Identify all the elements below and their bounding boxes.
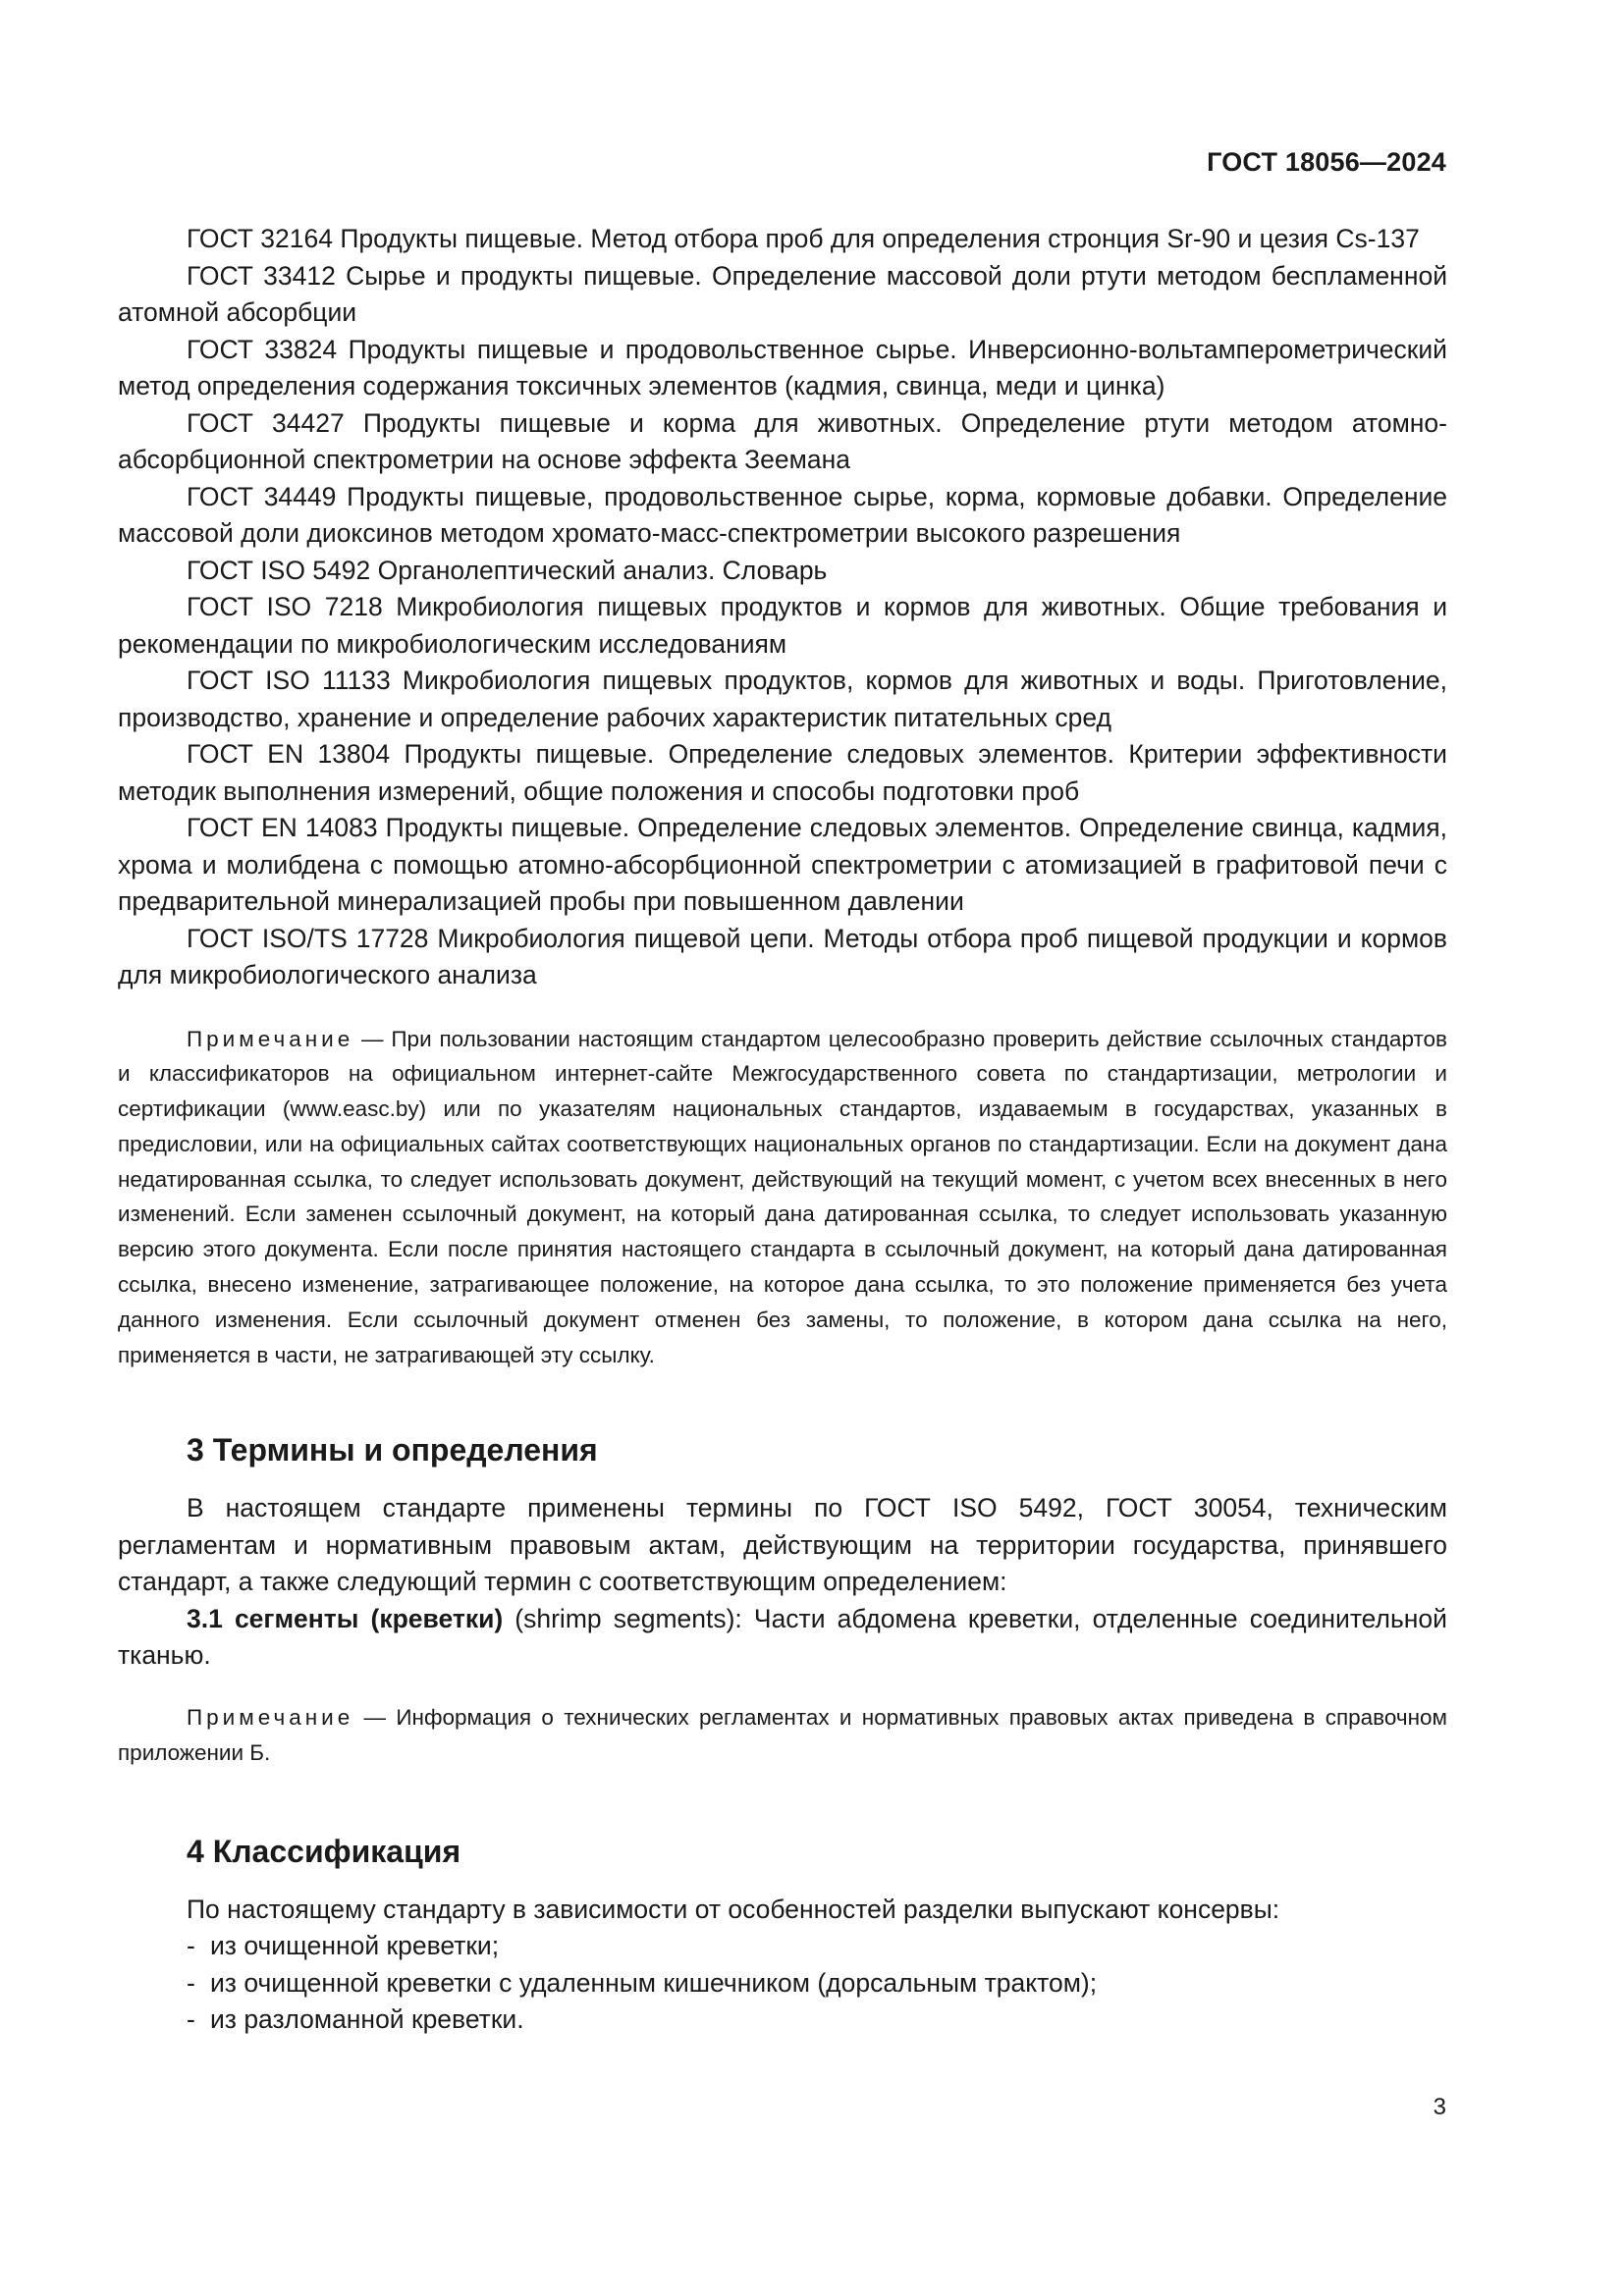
section-3-intro: В настоящем стандарте применены термины по ГОСТ ISO 5492, ГОСТ 30054, техническим регламентам и нормативным правовым актам, действующим на территории государства, принявшего стандарт, а также следующий термин с соответствующим определением: bbox=[118, 1493, 1447, 1597]
section-4-heading: 4 Классификация bbox=[187, 1833, 461, 1869]
list-item bbox=[118, 1965, 1447, 2002]
list-item-text: из очищенной креветки; bbox=[210, 1931, 500, 1961]
term-english: (shrimp segments): bbox=[514, 1603, 742, 1633]
section-4-intro: По настоящему стандарту в зависимости от особенностей разделки выпускают консервы: bbox=[187, 1894, 1280, 1924]
reference-item: ГОСТ EN 14083 Продукты пищевые. Определение следовых элементов. Определение свинца, кадмия, хрома и молибдена с помощью атомно-абсорбционной спектрометрии с атомизацией в графитовой печи с предварительной минерализацией пробы при повышенном давлении bbox=[118, 813, 1447, 916]
page-content bbox=[118, 221, 1447, 2039]
term-definition bbox=[118, 1601, 1447, 1675]
classification-list bbox=[118, 1928, 1447, 2039]
reference-item: ГОСТ ISO/TS 17728 Микробиология пищевой цепи. Методы отбора проб пищевой продукции и кормов для микробиологического анализа bbox=[118, 923, 1447, 989]
list-marker: - bbox=[187, 1967, 195, 1998]
list-item bbox=[118, 2002, 1447, 2039]
reference-item: ГОСТ ISO 11133 Микробиология пищевых продуктов, кормов для животных и воды. Приготовление, производство, хранение и определение рабочих характеристик питательных сред bbox=[118, 666, 1447, 732]
list-marker: - bbox=[187, 2004, 195, 2035]
list-item-text: из разломанной креветки. bbox=[210, 2004, 524, 2035]
note-label: Примечание bbox=[187, 1026, 354, 1051]
reference-item: ГОСТ 33824 Продукты пищевые и продовольственное сырье. Инверсионно-вольтамперометрический метод определения содержания токсичных элементов (кадмия, свинца, меди и цинка) bbox=[118, 334, 1447, 400]
term-number: 3.1 bbox=[187, 1603, 223, 1633]
note-text: — Информация о технических регламентах и нормативных правовых актах приведена в справочном приложении Б. bbox=[118, 1704, 1447, 1765]
reference-item: ГОСТ EN 13804 Продукты пищевые. Определение следовых элементов. Критерии эффективности методик выполнения измерений, общие положения и способы подготовки проб bbox=[118, 739, 1447, 806]
note-text: — При пользовании настоящим стандартом целесообразно проверить действие ссылочных стандартов и классификаторов на официальном интернет-сайте Межгосударственного совета по стандартизации, метрологии и сертификации (www.easc.by) или по указателям национальных стандартов, издаваемым в государствах, указанных в предисловии, или на официальных сайтах соответствующих национальных органов по стандартизации. Если на документ дана недатированная ссылка, то следует использовать документ, действующий на текущий момент, с учетом всех внесенных в него изменений. Если заменен ссылочный документ, на который дана датированная ссылка, то следует использовать указанную версию этого документа. Если после принятия настоящего стандарта в ссылочный документ, на который дана датированная ссылка, внесено изменение, затрагивающее положение, на которое дана ссылка, то это положение применяется без учета данного изменения. Если ссылочный документ отменен без замены, то положение, в котором дана ссылка на него, применяется в части, не затрагивающей эту ссылку. bbox=[118, 1026, 1447, 1367]
references-note bbox=[118, 1022, 1447, 1373]
note-label: Примечание bbox=[187, 1704, 354, 1730]
reference-item: ГОСТ ISO 7218 Микробиология пищевых продуктов и кормов для животных. Общие требования и рекомендации по микробиологическим исследованиям bbox=[118, 592, 1447, 659]
references-list bbox=[118, 221, 1447, 994]
reference-item: ГОСТ 34449 Продукты пищевые, продовольственное сырье, корма, кормовые добавки. Определение массовой доли диоксинов методом хромато-масс-спектрометрии высокого разрешения bbox=[118, 481, 1447, 548]
list-marker: - bbox=[187, 1931, 195, 1961]
list-item bbox=[118, 1928, 1447, 1965]
section-3-note bbox=[118, 1700, 1447, 1771]
term-definition-text: Части абдомена креветки, отделенные соединительной тканью. bbox=[118, 1603, 1447, 1671]
reference-item: ГОСТ 32164 Продукты пищевые. Метод отбора проб для определения стронция Sr-90 и цезия Cs-137 bbox=[187, 224, 1420, 253]
reference-item: ГОСТ 34427 Продукты пищевые и корма для животных. Определение ртути методом атомно-абсорбционной спектрометрии на основе эффекта Зеемана bbox=[118, 407, 1447, 474]
term-name: сегменты (креветки) bbox=[234, 1603, 504, 1633]
section-3-heading: 3 Термины и определения bbox=[187, 1432, 598, 1468]
page-number: 3 bbox=[1433, 2094, 1446, 2120]
document-header: ГОСТ 18056—2024 bbox=[1207, 147, 1446, 177]
reference-item: ГОСТ ISO 5492 Органолептический анализ. Словарь bbox=[187, 555, 828, 585]
list-item-text: из очищенной креветки с удаленным кишечником (дорсальным трактом); bbox=[210, 1967, 1098, 1998]
reference-item: ГОСТ 33412 Сырье и продукты пищевые. Определение массовой доли ртути методом беспламенной атомной абсорбции bbox=[118, 260, 1447, 327]
